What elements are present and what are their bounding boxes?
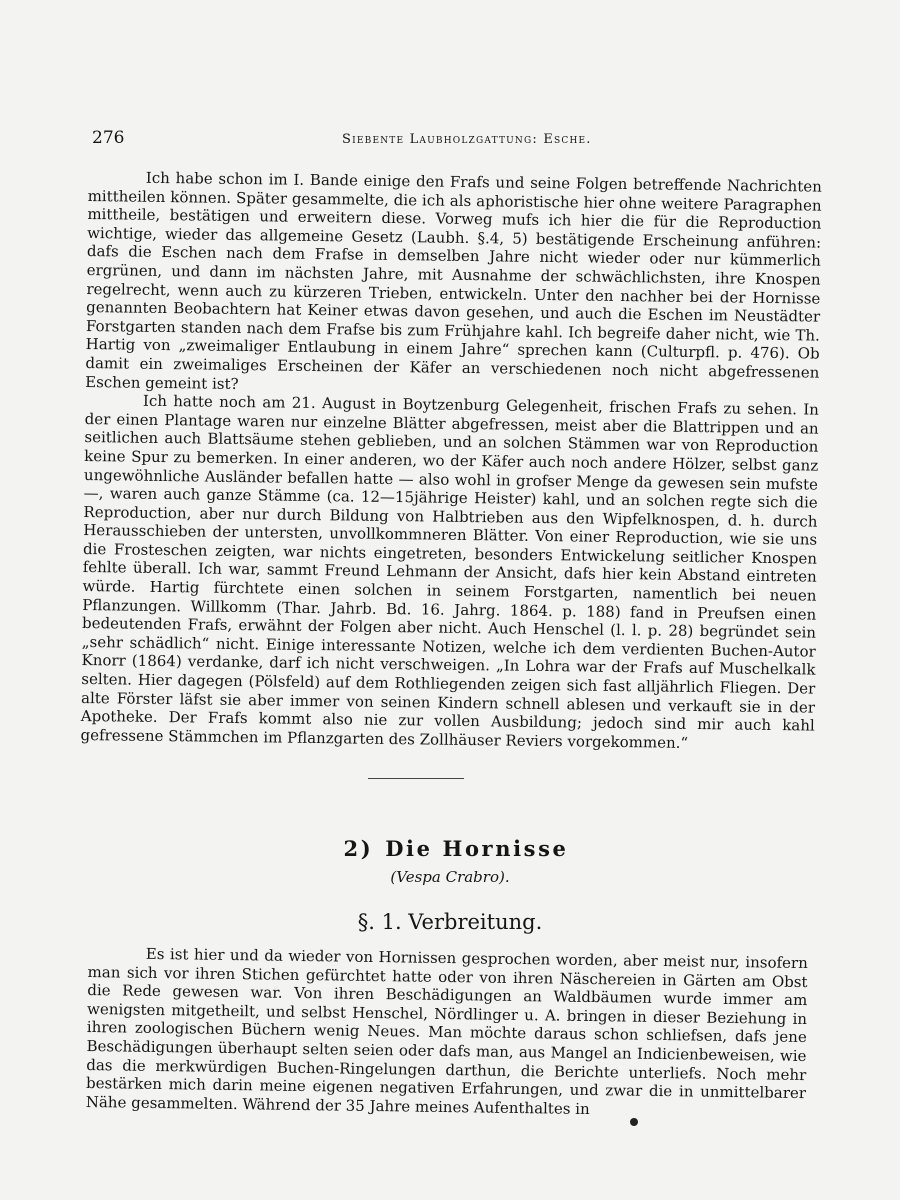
paragraph: Es ist hier und da wieder von Hornissen gesprochen worden, aber meist nur, insofern man sich vor ihren Stichen gefürchtet hatte oder von ihren Näschereien in Gärten am Obst die Rede gewesen war. Von ihren Beschädigungen an Waldbäumen wurde immer am wenigsten mitgetheilt, und selbst Henschel, Nördlinger u. A. bringen in dieser Beziehung in ihren zoologischen Büchern wenig Neues. Man möchte daraus schon schliefsen, dafs jene Beschädigungen überhaupt selten seien oder dafs man, aus Mangel an Indicienbeweisen, wie das die merkwürdigen Buchen-Ringelungen darthun, die Berichte unterliefs. Noch mehr bestärken mich darin meine eigenen negativen Erfahrungen, und zwar die in unmittelbarer Nähe gesammelten. Während der 35 Jahre meines Aufenthaltes in — [85, 944, 808, 1118]
body-text-bottom — [86, 944, 808, 1121]
running-head: Siebente Laubholzgattung: Esche. — [342, 132, 592, 147]
section-number: 2) — [343, 836, 374, 861]
page-number: 276 — [92, 128, 125, 148]
body-text-top — [80, 168, 821, 754]
section-divider — [368, 778, 464, 779]
section-title-text: Die Hornisse — [385, 836, 569, 861]
subsection-heading: §. 1. Verbreitung. — [357, 910, 543, 934]
page-header — [92, 128, 812, 150]
ink-speck — [630, 1118, 638, 1126]
section-title — [0, 836, 900, 861]
paragraph: Ich habe schon im I. Bande einige den Frafs und seine Folgen betreffende Nachrichten mittheilen können. Später gesammelte, die ich als aphoristische hier ohne weitere Paragraphen mittheile, bestätigen und erweitern diese. Vorweg mufs ich hier die für die Reproduction wichtige, wieder das allgemeine Gesetz (Laubh. §.4, 5) bestätigende Erscheinung anführen: dafs die Eschen nach dem Frafse in demselben Jahre nicht wieder oder nur kümmerlich ergrünen, und dann im nächsten Jahre, mit Ausnahme der schwächlichsten, ihre Knospen regelrecht, wenn auch zu kürzeren Trieben, entwickeln. Unter den nachher bei der Hornisse genannten Beobachtern hat Keiner etwas davon gesehen, und auch die Eschen im Neustädter Forstgarten standen nach dem Frafse bis zum Frühjahre kahl. Ich begreife daher nicht, wie Th. Hartig von „zweimaliger Entlaubung in einem Jahre“ sprechen kann (Culturpfl. p. 476). Ob damit ein zweimaliges Erscheinen der Käfer an verschiedenen noch nicht abgefressenen Eschen gemeint ist? — [85, 168, 822, 393]
paragraph: Ich hatte noch am 21. August in Boytzenburg Gelegenheit, frischen Frafs zu sehen. In der einen Plantage waren nur einzelne Blätter abgefressen, meist aber die Blattrippen und an seitlichen auch Blattsäume stehen geblieben, und an solchen Stämmen war von Reproduction keine Spur zu bemerken. In einer anderen, wo der Käfer auch noch andere Hölzer, selbst ganz ungewöhnliche Ausländer befallen hatte — also wohl in grofser Menge da gewesen sein mufste —, waren auch ganze Stämme (ca. 12—15jährige Heister) kahl, und an solchen regte sich die Reproduction, aber nur durch Bildung von Halbtrieben aus den Wipfelknospen, d. h. durch Herausschieben der untersten, unvollkommneren Blätter. Von einer Reproduction, wie sie uns die Frosteschen zeigten, war nichts eingetreten, besonders Entwickelung seitlicher Knospen fehlte überall. Ich war, sammt Freund Lehmann der Ansicht, dafs hier kein Abstand eintreten würde. Hartig fürchtete einen solchen in seinem Forstgarten, namentlich bei neuen Pflanzungen. Willkomm (Thar. Jahrb. Bd. 16. Jahrg. 1864. p. 188) fand in Preufsen einen bedeutenden Frafs, erwähnt der Folgen aber nicht. Auch Henschel (l. l. p. 28) begründet sein „sehr schädlich“ nicht. Einige interessante Notizen, welche ich dem verdienten Buchen-Autor Knorr (1864) verdanke, darf ich nicht verschweigen. „In Lohra war der Frafs auf Muschelkalk selten. Hier dagegen (Pölsfeld) auf dem Rothliegenden zeigen sich fast alljährlich Fliegen. Der alte Förster läfst sie aber immer von seinen Kindern schnell ablesen und verkauft sie in der Apotheke. Der Frafs kommt also nie zur vollen Ausbildung; jedoch sind mir auch kahl gefressene Stämmchen im Pflanzgarten des Zollhäuser Reviers vorgekommen.“ — [80, 391, 820, 752]
latin-name: (Vespa Crabro). — [390, 868, 510, 886]
